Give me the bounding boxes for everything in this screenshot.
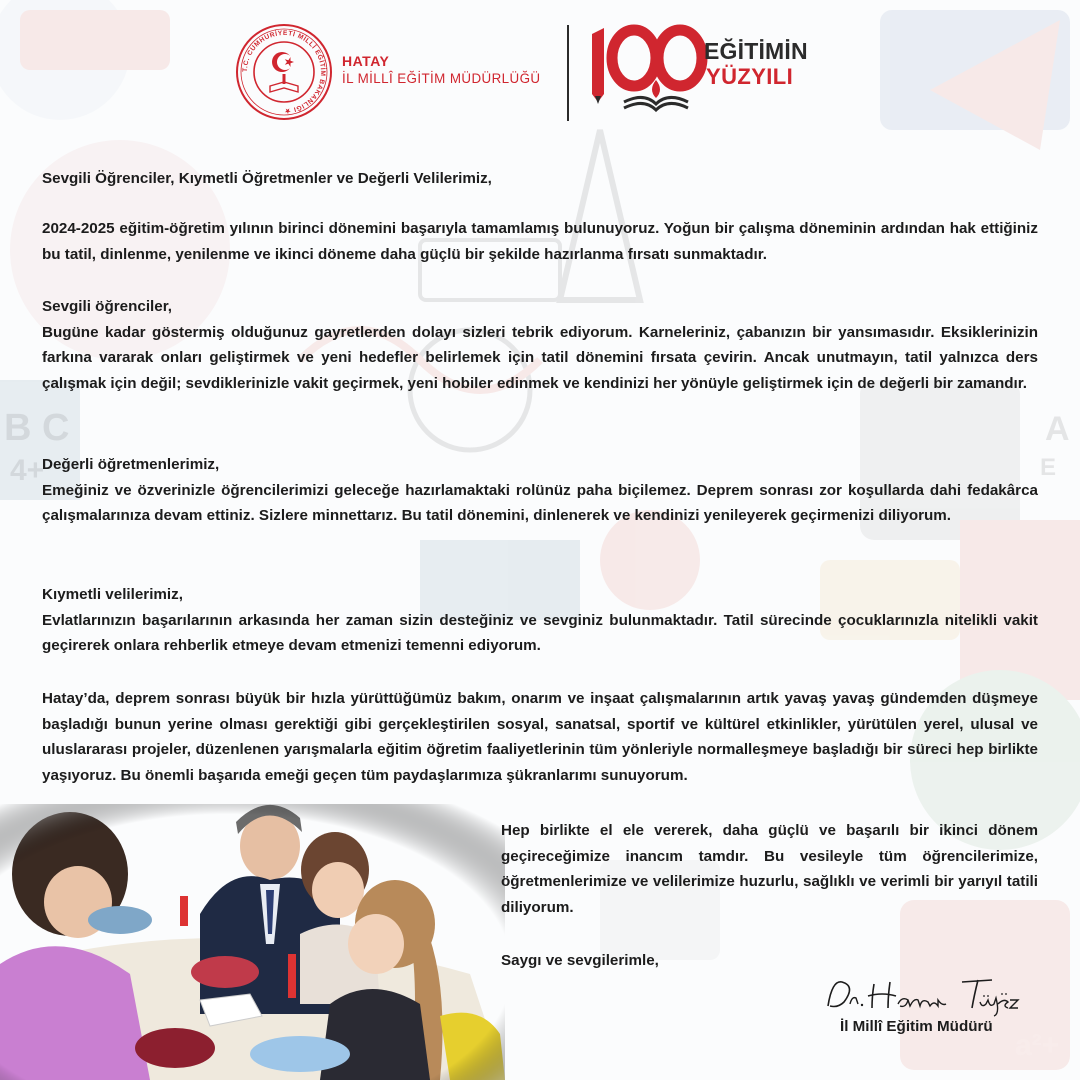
svg-text:T.C. CUMHURİYETİ MİLLÎ EĞİTİM: T.C. CUMHURİYETİ MİLLÎ EĞİTİM BAKANLIĞI ★ [241, 29, 327, 115]
students-paragraph: Bugüne kadar göstermiş olduğunuz gayretlerden dolayı sizleri tebrik ediyorum. Karneleriniz, çabanızın bir yansımasıdır. Eksiklerinizin farkına vararak onları geliştirmek ve yeni hedefler belirlemek için tatil dönemini fırsata çevirin. Ancak unutmayın, tatil yalnızca ders çalışmak için değil; sevdiklerinizle vakit geçirmek, yeni hobiler edinmek ve kendinizi her yönüyle geliştirmek için de değerli bir zamandır. [42, 323, 1038, 392]
closing-paragraph: Hep birlikte el ele vererek, daha güçlü ve başarılı bir ikinci dönem geçireceğimize inancım tamdır. Bu vesileyle tüm öğrencilerimize, öğretmenlerimize ve velilerimize huzurlu, sağlıklı ve verimli bir yarıyıl tatili diliyorum. [501, 822, 1038, 916]
org-name-line-1: HATAY [342, 53, 390, 69]
svg-text:a²+: a²+ [1015, 1029, 1060, 1062]
svg-text:B C: B C [4, 407, 70, 449]
classroom-photo [0, 804, 505, 1080]
century-of-education-logo [584, 20, 714, 120]
handwritten-signature [822, 970, 1022, 1018]
parents-paragraph: Evlatlarınızın başarılarının arkasında her zaman sizin desteğiniz ve sevginiz bulunmaktadır. Tatil sürecinde çocuklarınızla nitelikli vakit geçirerek onlara rehberlik etmeye devam etmenizi temenni ediyorum. [42, 611, 1038, 655]
svg-text:A: A [1045, 410, 1070, 448]
svg-text:E: E [1040, 454, 1057, 481]
hatay-paragraph: Hatay’da, deprem sonrası büyük bir hızla yürüttüğümüz bakım, onarım ve inşaat çalışmalarının artık yavaş yavaş gündemden düşmeye başladığı bunun yerine olması gerektiği gibi gerçekleştirilen sosyal, sanatsal, sportif ve kültürel etkinlikler, yürütülen yerel, ulusal ve uluslararası projeler, düzenlenen yarışmalarla eğitim öğretim faaliyetlerinin tüm yönleriyle normalleşmeye başladığı bir süreci hep birlikte yaşıyoruz. Bu önemli başarıda emeği geçen tüm paydaşlarımıza şükranlarımı sunuyorum. [42, 690, 1038, 784]
header-divider [567, 25, 569, 121]
students-heading: Sevgili öğrenciler, [42, 298, 172, 315]
signatory-title: İl Millî Eğitim Müdürü [840, 1018, 993, 1035]
parents-section [42, 582, 1038, 659]
logo-word-egitimin: EĞİTİMİN [704, 38, 808, 64]
ministry-seal-logo [234, 22, 334, 122]
svg-text:4+: 4+ [10, 454, 45, 487]
teachers-section [42, 452, 1038, 529]
sign-off: Saygı ve sevgilerimle, [501, 952, 659, 969]
greeting: Sevgili Öğrenciler, Kıymetli Öğretmenler ve Değerli Velilerimiz, [42, 170, 492, 187]
teachers-paragraph: Emeğiniz ve özverinizle öğrencilerimizi geleceğe hazırlamaktaki rolünüz paha biçilemez. Deprem sonrası zor koşullarda dahi fedakârca çalışmalarınıza devam ettiniz. Sizlere minnettarız. Bu tatil dönemini, dinlenerek ve kendinizi yenileyerek geçirmenizi diliyorum. [42, 481, 1038, 525]
logo-word-yuzyili: YÜZYILI [706, 64, 794, 89]
org-name-line-2: İL MİLLÎ EĞİTİM MÜDÜRLÜĞÜ [342, 71, 541, 86]
students-section [42, 294, 1038, 396]
parents-heading: Kıymetli velilerimiz, [42, 586, 183, 603]
intro-paragraph: 2024-2025 eğitim-öğretim yılının birinci dönemini başarıyla tamamlamış bulunuyoruz. Yoğun bir çalışma döneminin ardından hak ettiğiniz bu tatil, dinlenme, yenilenme ve ikinci döneme daha güçlü bir şekilde hazırlanma fırsatı sunmaktadır. [42, 220, 1038, 263]
teachers-heading: Değerli öğretmenlerimiz, [42, 456, 220, 473]
